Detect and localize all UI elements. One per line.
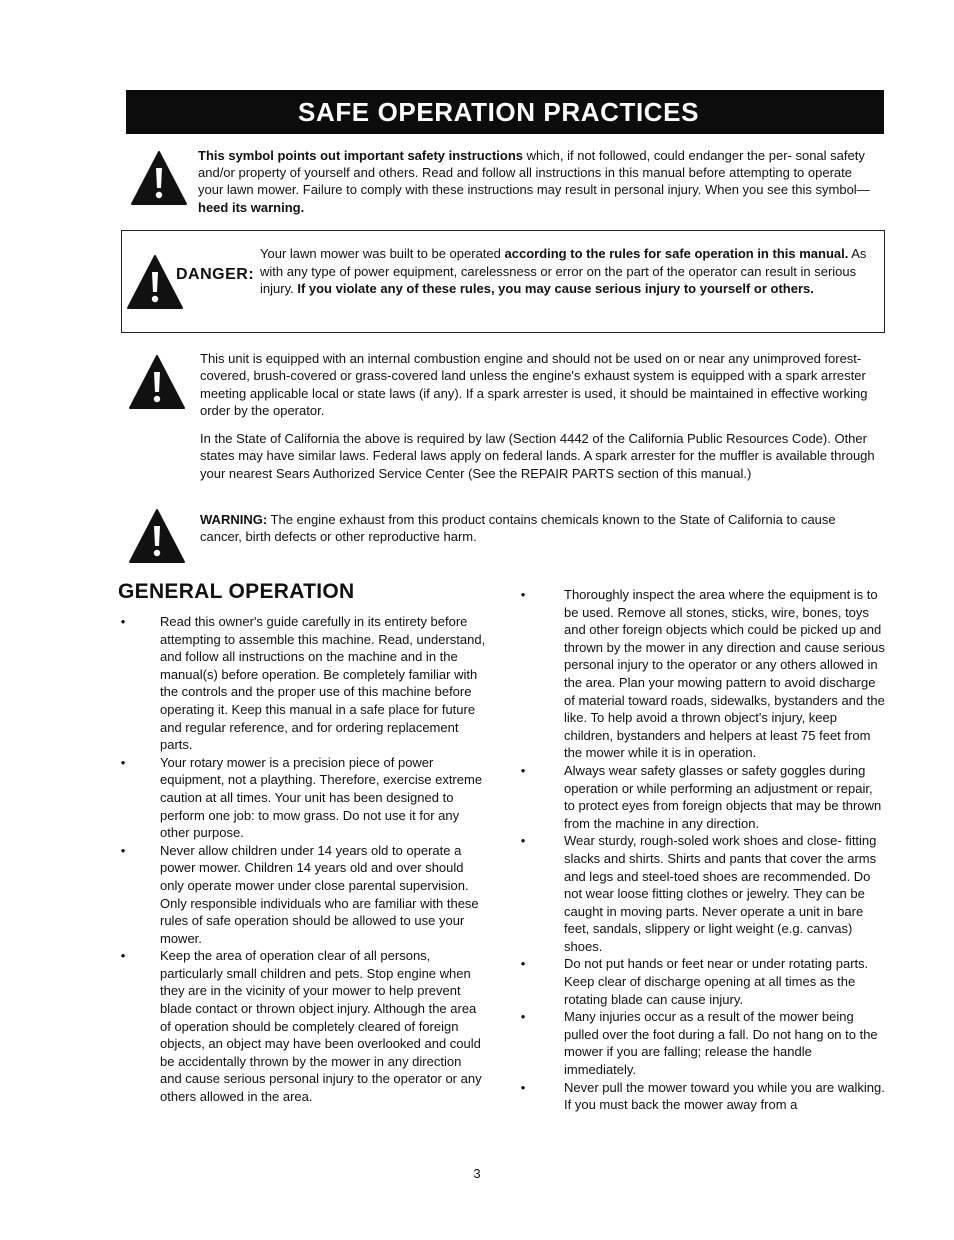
- list-item-text: Wear sturdy, rough-soled work shoes and close- fitting slacks and shirts. Shirts and pants that cover the arms and legs and steel-toed shoes are recommended. Do not wear loose fitting clothes or jewelry. They can be caught in moving parts. Never operate a unit in bare feet, sandals, slippery or light weight (e.g. canvas) shoes.: [564, 833, 877, 954]
- page-number: 3: [473, 1166, 481, 1181]
- list-item-text: Read this owner's guide carefully in its entirety before attempting to assemble this machine. Read, understand, and follow all instructions on the machine and in the manual(s) before operation. Be completely familiar with the controls and the proper use of this machine before operating it. Keep this manual in a safe place for future and regular reference, and for ordering replacement parts.: [160, 614, 486, 753]
- list-item: [118, 754, 486, 842]
- danger-text: [260, 245, 878, 298]
- bullet-icon: •: [520, 1079, 526, 1095]
- list-item: [518, 1079, 886, 1114]
- bullet-icon: •: [120, 948, 126, 964]
- bullet-icon: •: [120, 842, 126, 858]
- intro-lead: This symbol points out important safety instructions: [198, 148, 524, 163]
- list-item-text: Thoroughly inspect the area where the equipment is to be used. Remove all stones, sticks, wire, bones, toys and other foreign objects which could be picked up and thrown by the mower in any direction and cause serious personal injury to the operator or any others allowed in the area. Plan your mowing pattern to avoid discharge of material toward roads, sidewalks, bystanders and the like. To help avoid a thrown object's injury, keep children, bystanders and helpers at least 75 feet from the mower while it is in operation.: [564, 587, 885, 761]
- bullet-icon: •: [520, 1009, 526, 1025]
- right-column: [518, 586, 886, 1114]
- list-item: [518, 832, 886, 955]
- engine-notice-paragraph: This unit is equipped with an internal combustion engine and should not be used on or near any unimproved forest-covered, brush-covered or grass-covered land unless the engine's exhaust system is equipped with a spark arrester meeting applicable local or state laws (if any). If a spark arrester is used, it should be maintained in effective working order by the operator.: [200, 351, 868, 419]
- bullet-icon: •: [520, 762, 526, 778]
- danger-text-a: Your lawn mower was built to be operated: [260, 246, 505, 261]
- intro-tail: heed its warning.: [198, 199, 305, 215]
- list-item-text: Never allow children under 14 years old to operate a power mower. Children 14 years old and over should only operate mower under close parental supervision. Only responsible individuals who are familiar with these rules of safe operation should be allowed to use your mower.: [160, 842, 479, 946]
- california-warning-triangle-icon: [128, 508, 186, 564]
- california-warning-label: WARNING:: [200, 512, 268, 527]
- list-item-text: Always wear safety glasses or safety goggles during operation or while performing an adjustment or repair, to protect eyes from foreign objects that may be thrown from the machine in any direction.: [564, 762, 882, 831]
- intro-paragraph: [198, 147, 878, 216]
- california-warning-paragraph: [200, 511, 880, 546]
- list-item: [118, 613, 486, 754]
- list-item: [118, 947, 486, 1105]
- california-law-paragraph: In the State of California the above is required by law (Section 4442 of the California Public Resources Code). Other states may have similar laws. Federal laws apply on federal lands. A spark arrester for the muffler is available through your nearest Sears Authorized Service Center (See the REPAIR PARTS section of this manual.): [200, 431, 875, 481]
- bullet-icon: •: [520, 833, 526, 849]
- danger-bold-b: If you violate any of these rules, you may cause serious injury to yourself or others.: [297, 281, 814, 297]
- left-column: [118, 613, 486, 1106]
- list-item: [518, 762, 886, 832]
- list-item-text: Keep the area of operation clear of all persons, particularly small children and pets. Stop engine when they are in the vicinity of your mower to help prevent blade contact or thrown object injury. Although the area of operation should be completely cleared of foreign objects, an object may have been overlooked and could be accidentally thrown by the mower in any direction and cause serious personal injury to the operator or any others allowed in the area.: [160, 948, 482, 1105]
- list-item-text: Never pull the mower toward you while you are walking. If you must back the mower away from a: [564, 1079, 885, 1113]
- list-item: [518, 586, 886, 762]
- page-title-banner: [126, 90, 884, 134]
- intro-text: which, if not followed, could endanger the per- sonal safety and/or property of yourself and others. Read and follow all instructions in this manual before attempting to operate your lawn mower. Failure to comply with these instructions may result in personal injury. When you see this symbol: [198, 148, 865, 198]
- list-item: [118, 842, 486, 948]
- danger-bold-a: according to the rules for safe operation in this manual.: [504, 246, 849, 261]
- page-title: SAFE OPERATION PRACTICES: [298, 97, 700, 127]
- danger-text-b: As with any type of power equipment, carelessness or error on the part of the operator can result in serious injury.: [260, 246, 867, 297]
- warning-triangle-icon: [130, 150, 188, 206]
- danger-label: DANGER:: [176, 266, 255, 283]
- engine-warning-triangle-icon: [128, 354, 186, 410]
- intro-dash: —: [856, 182, 870, 198]
- california-warning-text: The engine exhaust from this product contains chemicals known to the State of California to cause cancer, birth defects or other reproductive harm.: [200, 512, 836, 545]
- general-operation-title: GENERAL OPERATION: [118, 580, 355, 603]
- list-item-text: Your rotary mower is a precision piece of power equipment, not a plaything. Therefore, exercise extreme caution at all times. Your unit has been designed to perform one job: to mow grass. Do not use it for any other purpose.: [160, 754, 483, 841]
- list-item-text: Many injuries occur as a result of the mower being pulled over the foot during a fall. Do not hang on to the mower if you are falling; release the handle immediately.: [564, 1009, 878, 1078]
- list-item-text: Do not put hands or feet near or under rotating parts. Keep clear of discharge opening at all times as the rotating blade can cause injury.: [564, 956, 869, 1007]
- bullet-icon: •: [120, 614, 126, 629]
- list-item: [518, 955, 886, 1008]
- list-item: [518, 1008, 886, 1078]
- bullet-icon: •: [520, 956, 526, 972]
- bullet-icon: •: [120, 754, 126, 770]
- bullet-icon: •: [520, 587, 526, 602]
